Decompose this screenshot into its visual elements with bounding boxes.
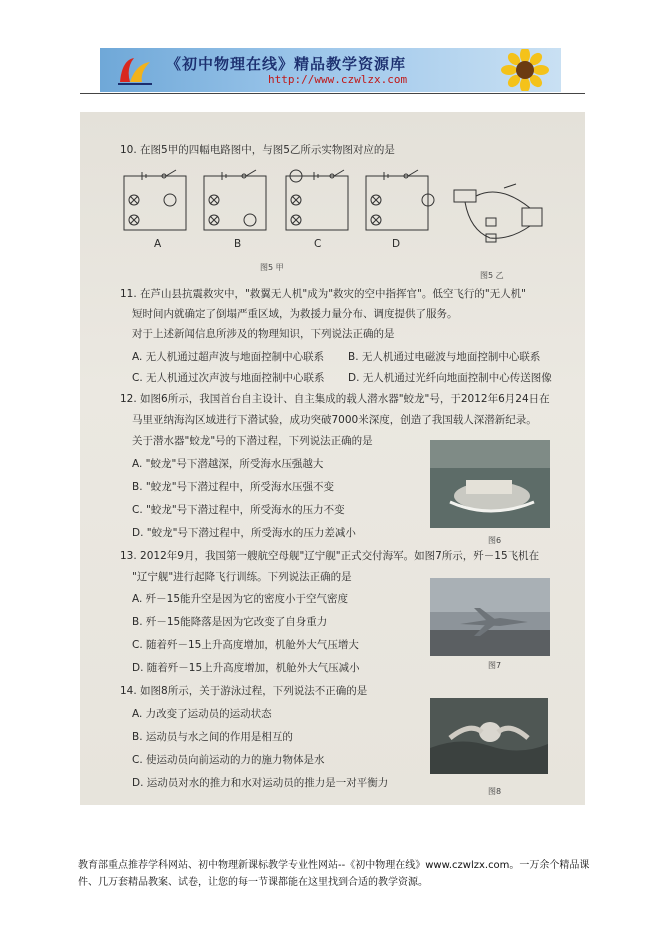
q14-option-b: B. 运动员与水之间的作用是相互的 bbox=[132, 731, 293, 743]
fig8-caption: 图8 bbox=[488, 787, 502, 796]
header-rule bbox=[80, 93, 585, 94]
fig6-caption: 图6 bbox=[488, 536, 502, 545]
q12-line1: 12. 如图6所示，我国首台自主设计、自主集成的载人潜水器"蛟龙"号，于2012年6月24日在 bbox=[120, 393, 550, 405]
banner-title: 《初中物理在线》精品教学资源库 bbox=[166, 55, 407, 73]
q10-option-b: B bbox=[234, 238, 242, 250]
header-banner bbox=[100, 48, 561, 92]
q12-option-a: A. "蛟龙"号下潜越深，所受海水压强越大 bbox=[132, 458, 324, 470]
footer-line2: 件、几万套精品教案、试卷，让您的每一节课都能在这里找到合适的教学资源。 bbox=[78, 877, 428, 888]
q13-line2: "辽宁舰"进行起降飞行训练。下列说法正确的是 bbox=[132, 571, 352, 583]
q13-line1: 13. 2012年9月，我国第一艘航空母舰"辽宁舰"正式交付海军。如图7所示，歼－15飞机在 bbox=[120, 550, 540, 562]
q12-option-b: B. "蛟龙"号下潜过程中，所受海水压强不变 bbox=[132, 481, 335, 493]
fig5-right-caption: 图5 乙 bbox=[480, 271, 504, 280]
q10-option-d: D bbox=[392, 238, 401, 250]
q11-option-d: D. 无人机通过光纤向地面控制中心传送图像 bbox=[348, 372, 552, 384]
submersible-photo bbox=[430, 440, 550, 528]
q11-line2: 短时间内就确定了倒塌严重区域，为救援力量分布、调度提供了服务。 bbox=[132, 308, 458, 320]
q14-option-d: D. 运动员对水的推力和水对运动员的推力是一对平衡力 bbox=[132, 777, 389, 789]
q11-option-c: C. 无人机通过次声波与地面控制中心联系 bbox=[132, 372, 325, 384]
q12-option-c: C. "蛟龙"号下潜过程中，所受海水的压力不变 bbox=[132, 504, 345, 516]
q14-option-c: C. 使运动员向前运动的力的施力物体是水 bbox=[132, 754, 325, 766]
q10-stem: 10. 在图5甲的四幅电路图中，与图5乙所示实物图对应的是 bbox=[120, 144, 395, 156]
q14-line1: 14. 如图8所示，关于游泳过程，下列说法不正确的是 bbox=[120, 685, 368, 697]
sunflower-icon bbox=[495, 49, 555, 91]
physical-circuit-image bbox=[450, 180, 550, 250]
q10-option-a: A bbox=[154, 238, 162, 250]
q13-option-c: C. 随着歼－15上升高度增加，机舱外大气压增大 bbox=[132, 639, 359, 651]
footer-line1: 教育部重点推荐学科网站、初中物理新课标教学专业性网站--《初中物理在线》www.czwlzx.com。一万余个精品课 bbox=[78, 860, 590, 871]
q13-option-d: D. 随着歼－15上升高度增加，机舱外大气压减小 bbox=[132, 662, 360, 674]
q14-option-a: A. 力改变了运动员的运动状态 bbox=[132, 708, 272, 720]
q12-line2: 马里亚纳海沟区域进行下潜试验，成功突破7000米深度，创造了我国载人深潜新纪录。 bbox=[132, 414, 537, 426]
fig7-caption: 图7 bbox=[488, 661, 502, 670]
q13-option-a: A. 歼－15能升空是因为它的密度小于空气密度 bbox=[132, 593, 349, 605]
banner-url[interactable]: http://www.czwlzx.com bbox=[268, 73, 408, 86]
q12-line3: 关于潜水器"蛟龙"号的下潜过程，下列说法正确的是 bbox=[132, 435, 373, 447]
q10-option-c: C bbox=[314, 238, 322, 250]
q11-option-a: A. 无人机通过超声波与地面控制中心联系 bbox=[132, 351, 325, 363]
fig5-left-caption: 图5 甲 bbox=[260, 263, 284, 272]
swimmer-photo bbox=[430, 698, 548, 774]
site-logo-icon bbox=[116, 54, 154, 86]
exam-page-photo bbox=[80, 112, 585, 805]
q12-option-d: D. "蛟龙"号下潜过程中，所受海水的压力差减小 bbox=[132, 527, 356, 539]
q11-option-b: B. 无人机通过电磁波与地面控制中心联系 bbox=[348, 351, 541, 363]
q11-line1: 11. 在芦山县抗震救灾中，"救翼无人机"成为"救灾的空中指挥官"。低空飞行的"无人机" bbox=[120, 288, 527, 300]
q13-option-b: B. 歼－15能降落是因为它改变了自身重力 bbox=[132, 616, 328, 628]
fighter-jet-photo bbox=[430, 578, 550, 656]
q11-line3: 对于上述新闻信息所涉及的物理知识，下列说法正确的是 bbox=[132, 328, 395, 340]
